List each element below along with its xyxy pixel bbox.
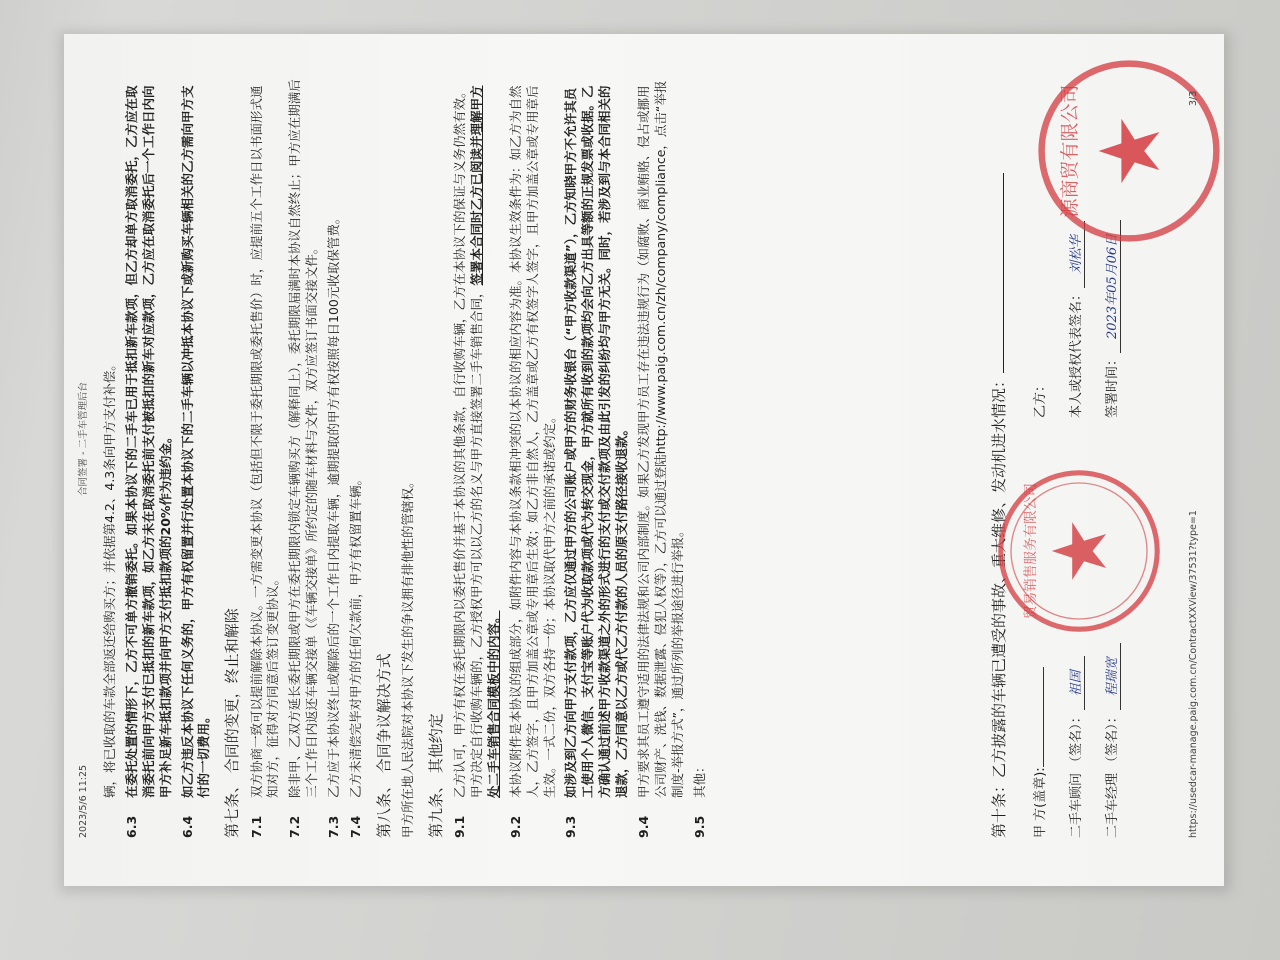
contract-page bbox=[64, 34, 1224, 886]
clause-6-2-tail: 辆，将已收取的车款全部返还给购买方；并依据第4.2、4.3条向甲方支付补偿。 bbox=[102, 358, 117, 798]
section-8-text: 甲方所在地人民法院对本协议下发生的争议拥有排他性的管辖权。 bbox=[400, 475, 415, 838]
clause-9-2: 9.2 本协议附件是本协议的组成部分，如附件内容与本协议条款相冲突的以本协议的相应内容为准。本协议生效条件为：如乙方为自然人，乙方签字，且甲方加盖公章或专用章后生效；如乙方非自然人，乙方盖章或乙方有权签字人签字，且甲方加盖公章或专用章后生效。一式二份，双方各持一份；本协议取代甲方之前的承诺或约定。 bbox=[507, 85, 557, 838]
clause-9-4: 9.4 甲方要求其员工遵守适用的法律法规和公司内部制度。如果乙方发现甲方员工存在违法违规行为（如腐败、商业贿赂、侵占或挪用公司财产、洗钱、数据泄露、侵犯人权等），乙方可以通过登陆http://www.paig.com.cn/zh/company/compliance，点击“举报制度-举报方式”，通过所列的举报途径进行举报。 bbox=[635, 80, 685, 838]
party-b-signature: 刘松华 bbox=[1069, 221, 1085, 288]
company-seal-right bbox=[1034, 56, 1224, 246]
section-9-heading: 第九条、 其他约定 bbox=[426, 713, 445, 838]
advisor-signature: 祖国 bbox=[1069, 656, 1085, 710]
sign-time-value: 2023年05月06日 bbox=[1105, 220, 1121, 353]
svg-text:贸易销售服务有限公司: 贸易销售服务有限公司 bbox=[1022, 483, 1039, 619]
section-8-heading: 第八条、 合同争议解决方式 bbox=[374, 653, 393, 838]
section-10-blank bbox=[1003, 173, 1004, 373]
section-10-heading: 第十条：乙方披露的车辆已遭受的事故、重大维修、发动机进水情况： bbox=[989, 173, 1009, 838]
party-b-line: 乙方： bbox=[1033, 378, 1048, 418]
clause-7-3: 7.3 乙方应于本协议终止或解除后的一个工作日内提取车辆，逾期提取的甲方有权按照每日100元收取保管费。 bbox=[326, 211, 341, 838]
clause-9-5: 9.5 其他： bbox=[691, 760, 707, 838]
clause-9-3: 9.3 如涉及到乙方向甲方支付款项，乙方应仅通过甲方的公司账户或甲方的财务收银台（“甲方收款渠道”），乙方知晓甲方不允许其员工使用个人微信、支付宝等账户代为收取款项或代为转交现金，甲方就所有收到的款项均会向乙方出具等额的正规发票或收据。乙方确认通过前述甲方收款渠道之外的形式进行的支付或交付款项及由此引发的纠纷均与甲方无关。同时，若涉及到与本合同相关的退款，乙方同意以乙方或代乙方付款的人员的原支付路径接收退款。 bbox=[563, 85, 629, 838]
party-b-rep-line: 本人或授权代表签名：刘松华 bbox=[1068, 221, 1086, 418]
print-page-title: 合同签署 - 二手车管理后台 bbox=[78, 382, 89, 496]
clause-7-1: 7.1 双方协商一致可以提前解除本协议。一方需变更本协议（包括但不限于委托期限或委托售价）时，应提前五个工作日以书面形式通知对方，征得对方同意后签订变更协议。 bbox=[248, 85, 281, 838]
clause-7-2: 7.2 除非甲、乙双方延长委托期限或甲方在委托期限内锁定车辆购买方（解释同上），委托期限届满时本协议自然终止；甲方应在期满后三个工作日内返还车辆交接单（《车辆交接单》所约定的随车材料与文件，双方应签订书面交接文件。 bbox=[287, 79, 320, 838]
manager-line: 二手车经理 （签名）：程瑞宽 bbox=[1104, 643, 1122, 838]
company-seal-left bbox=[994, 466, 1164, 636]
section-7-heading: 第七条、 合同的变更，终止和解除 bbox=[223, 608, 242, 838]
clause-6-4: 6.4 如乙方违反本协议下任何义务的，甲方有权留置并行处置本协议下的二手车辆以冲抵本协议下或新购买车辆相关的乙方需向甲方支付的一切费用。 bbox=[179, 85, 212, 838]
rotated-page-content bbox=[64, 34, 1224, 886]
clause-9-1-text: 乙方认可，甲方有权在委托期限内以委托售价并基于本协议的其他条款，自行收购车辆，乙方在本协议下的保证与义务仍然有效。甲方决定自行收购车辆的，乙方授权甲方可以以乙方的名义与甲方直接签署二手车销售合同， bbox=[452, 85, 484, 798]
clause-7-4: 7.4 乙方未清偿完毕对甲方的任何欠款前，甲方有权留置车辆。 bbox=[347, 472, 363, 838]
print-datetime: 2023/5/6 11:25 bbox=[78, 764, 89, 838]
advisor-line: 二手车顾问 （签名）：祖国 bbox=[1068, 656, 1086, 838]
print-url: https://usedcar-manage.paig.com.cn/ContractXXView/37531?type=1 bbox=[1188, 510, 1199, 838]
clause-9-1-emphasis: 签署本合同时乙方已阅读并理解甲方处二手车销售合同模板中的内容。 bbox=[469, 85, 501, 798]
party-a-line: 甲 方(盖章): bbox=[1032, 667, 1050, 838]
seal-star-icon bbox=[1052, 522, 1106, 580]
clause-9-1: 9.1 乙方认可，甲方有权在委托期限内以委托售价并基于本协议的其他条款，自行收购车辆，乙方在本协议下的保证与义务仍然有效。甲方决定自行收购车辆的，乙方授权甲方可以以乙方的名义与甲方直接签署二手车销售合同，签署本合同时乙方已阅读并理解甲方处二手车销售合同模板中的内容。 bbox=[452, 85, 501, 838]
manager-signature: 程瑞宽 bbox=[1105, 643, 1121, 710]
clause-6-3: 6.3 在委托处置的情形下，乙方不可单方撤销委托。如果本协议下的二手车已用于抵扣新车款项，但乙方却单方取消委托，乙方应在取消委托前向甲方支付已抵扣的新车款项，如乙方未在取消委托前支付被抵扣的新车对应款项，乙方应在取消委托后一个工作日内向甲方补足新车抵扣款项并向甲方支付抵扣款项的20%作为违约金。 bbox=[123, 85, 173, 838]
page-number: 3/3 bbox=[1188, 90, 1199, 106]
sign-time-line: 签署时间：2023年05月06日 bbox=[1104, 220, 1122, 418]
svg-text:源商贸有限公司: 源商贸有限公司 bbox=[1058, 84, 1081, 218]
contract-body bbox=[102, 78, 713, 838]
seal-star-icon bbox=[1099, 119, 1160, 184]
